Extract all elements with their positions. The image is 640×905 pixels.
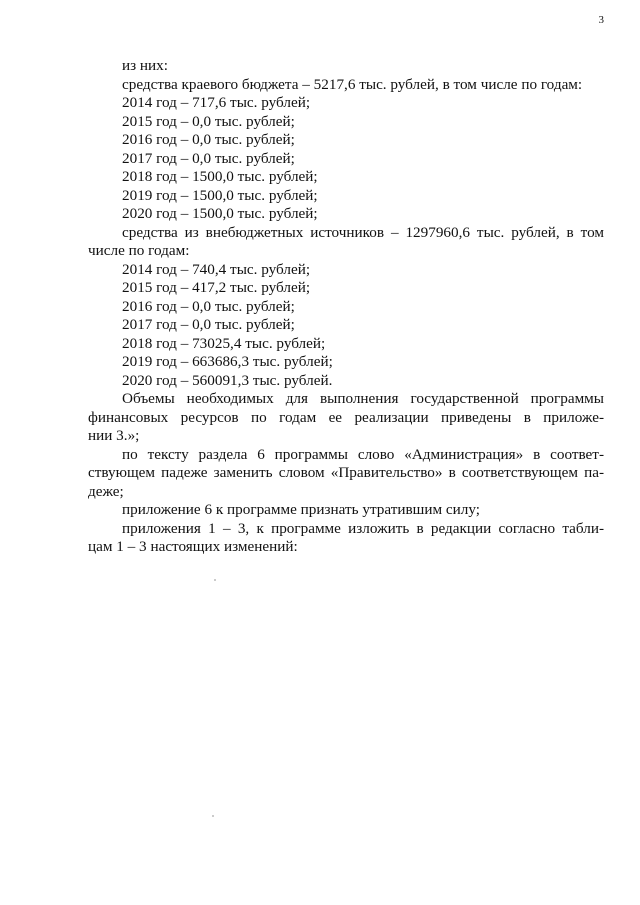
text-line: числе по годам: <box>88 242 190 259</box>
text-line: из них: <box>122 57 168 74</box>
document-body <box>88 57 604 557</box>
text-line: 2014 год – 717,6 тыс. рублей; <box>122 94 311 111</box>
scan-speck <box>214 579 216 581</box>
text-line: 2019 год – 663686,3 тыс. рублей; <box>122 353 333 370</box>
text-line: 2017 год – 0,0 тыс. рублей; <box>122 316 295 333</box>
page-number: 3 <box>598 14 604 26</box>
text-line: 2019 год – 1500,0 тыс. рублей; <box>122 186 318 204</box>
text-line: приложение 6 к программе признать утратившим силу; <box>122 501 480 518</box>
text-line: 2018 год – 1500,0 тыс. рублей; <box>122 168 318 185</box>
text-line: 2015 год – 0,0 тыс. рублей; <box>122 112 295 130</box>
text-line: 2016 год – 0,0 тыс. рублей; <box>122 131 295 148</box>
text-line: 2014 год – 740,4 тыс. рублей; <box>122 260 311 278</box>
text-line: средства краевого бюджета – 5217,6 тыс. рублей, в том числе по годам: <box>122 75 583 93</box>
text-line: деже; <box>88 482 124 500</box>
text-line: по тексту раздела 6 программы слово «Администрация» в соответ- <box>122 445 604 463</box>
text-line: ствующем падеже заменить словом «Правительство» в соответствующем па- <box>88 464 604 481</box>
text-line: 2015 год – 417,2 тыс. рублей; <box>122 279 311 296</box>
text-line: 2020 год – 560091,3 тыс. рублей. <box>122 371 333 389</box>
text-line: 2016 год – 0,0 тыс. рублей; <box>122 297 295 315</box>
text-line: Объемы необходимых для выполнения государственной программы <box>122 390 604 407</box>
text-line: цам 1 – 3 настоящих изменений: <box>88 538 298 555</box>
text-line: 2018 год – 73025,4 тыс. рублей; <box>122 334 326 352</box>
text-line: 2017 год – 0,0 тыс. рублей; <box>122 149 295 167</box>
text-line: нии 3.»; <box>88 427 140 444</box>
text-line: финансовых ресурсов по годам ее реализации приведены в приложе- <box>88 408 604 426</box>
text-line: приложения 1 – 3, к программе изложить в редакции согласно табли- <box>122 519 604 537</box>
scan-speck <box>212 815 214 817</box>
text-line: 2020 год – 1500,0 тыс. рублей; <box>122 205 318 222</box>
text-line: средства из внебюджетных источников – 1297960,6 тыс. рублей, в том <box>122 223 604 241</box>
